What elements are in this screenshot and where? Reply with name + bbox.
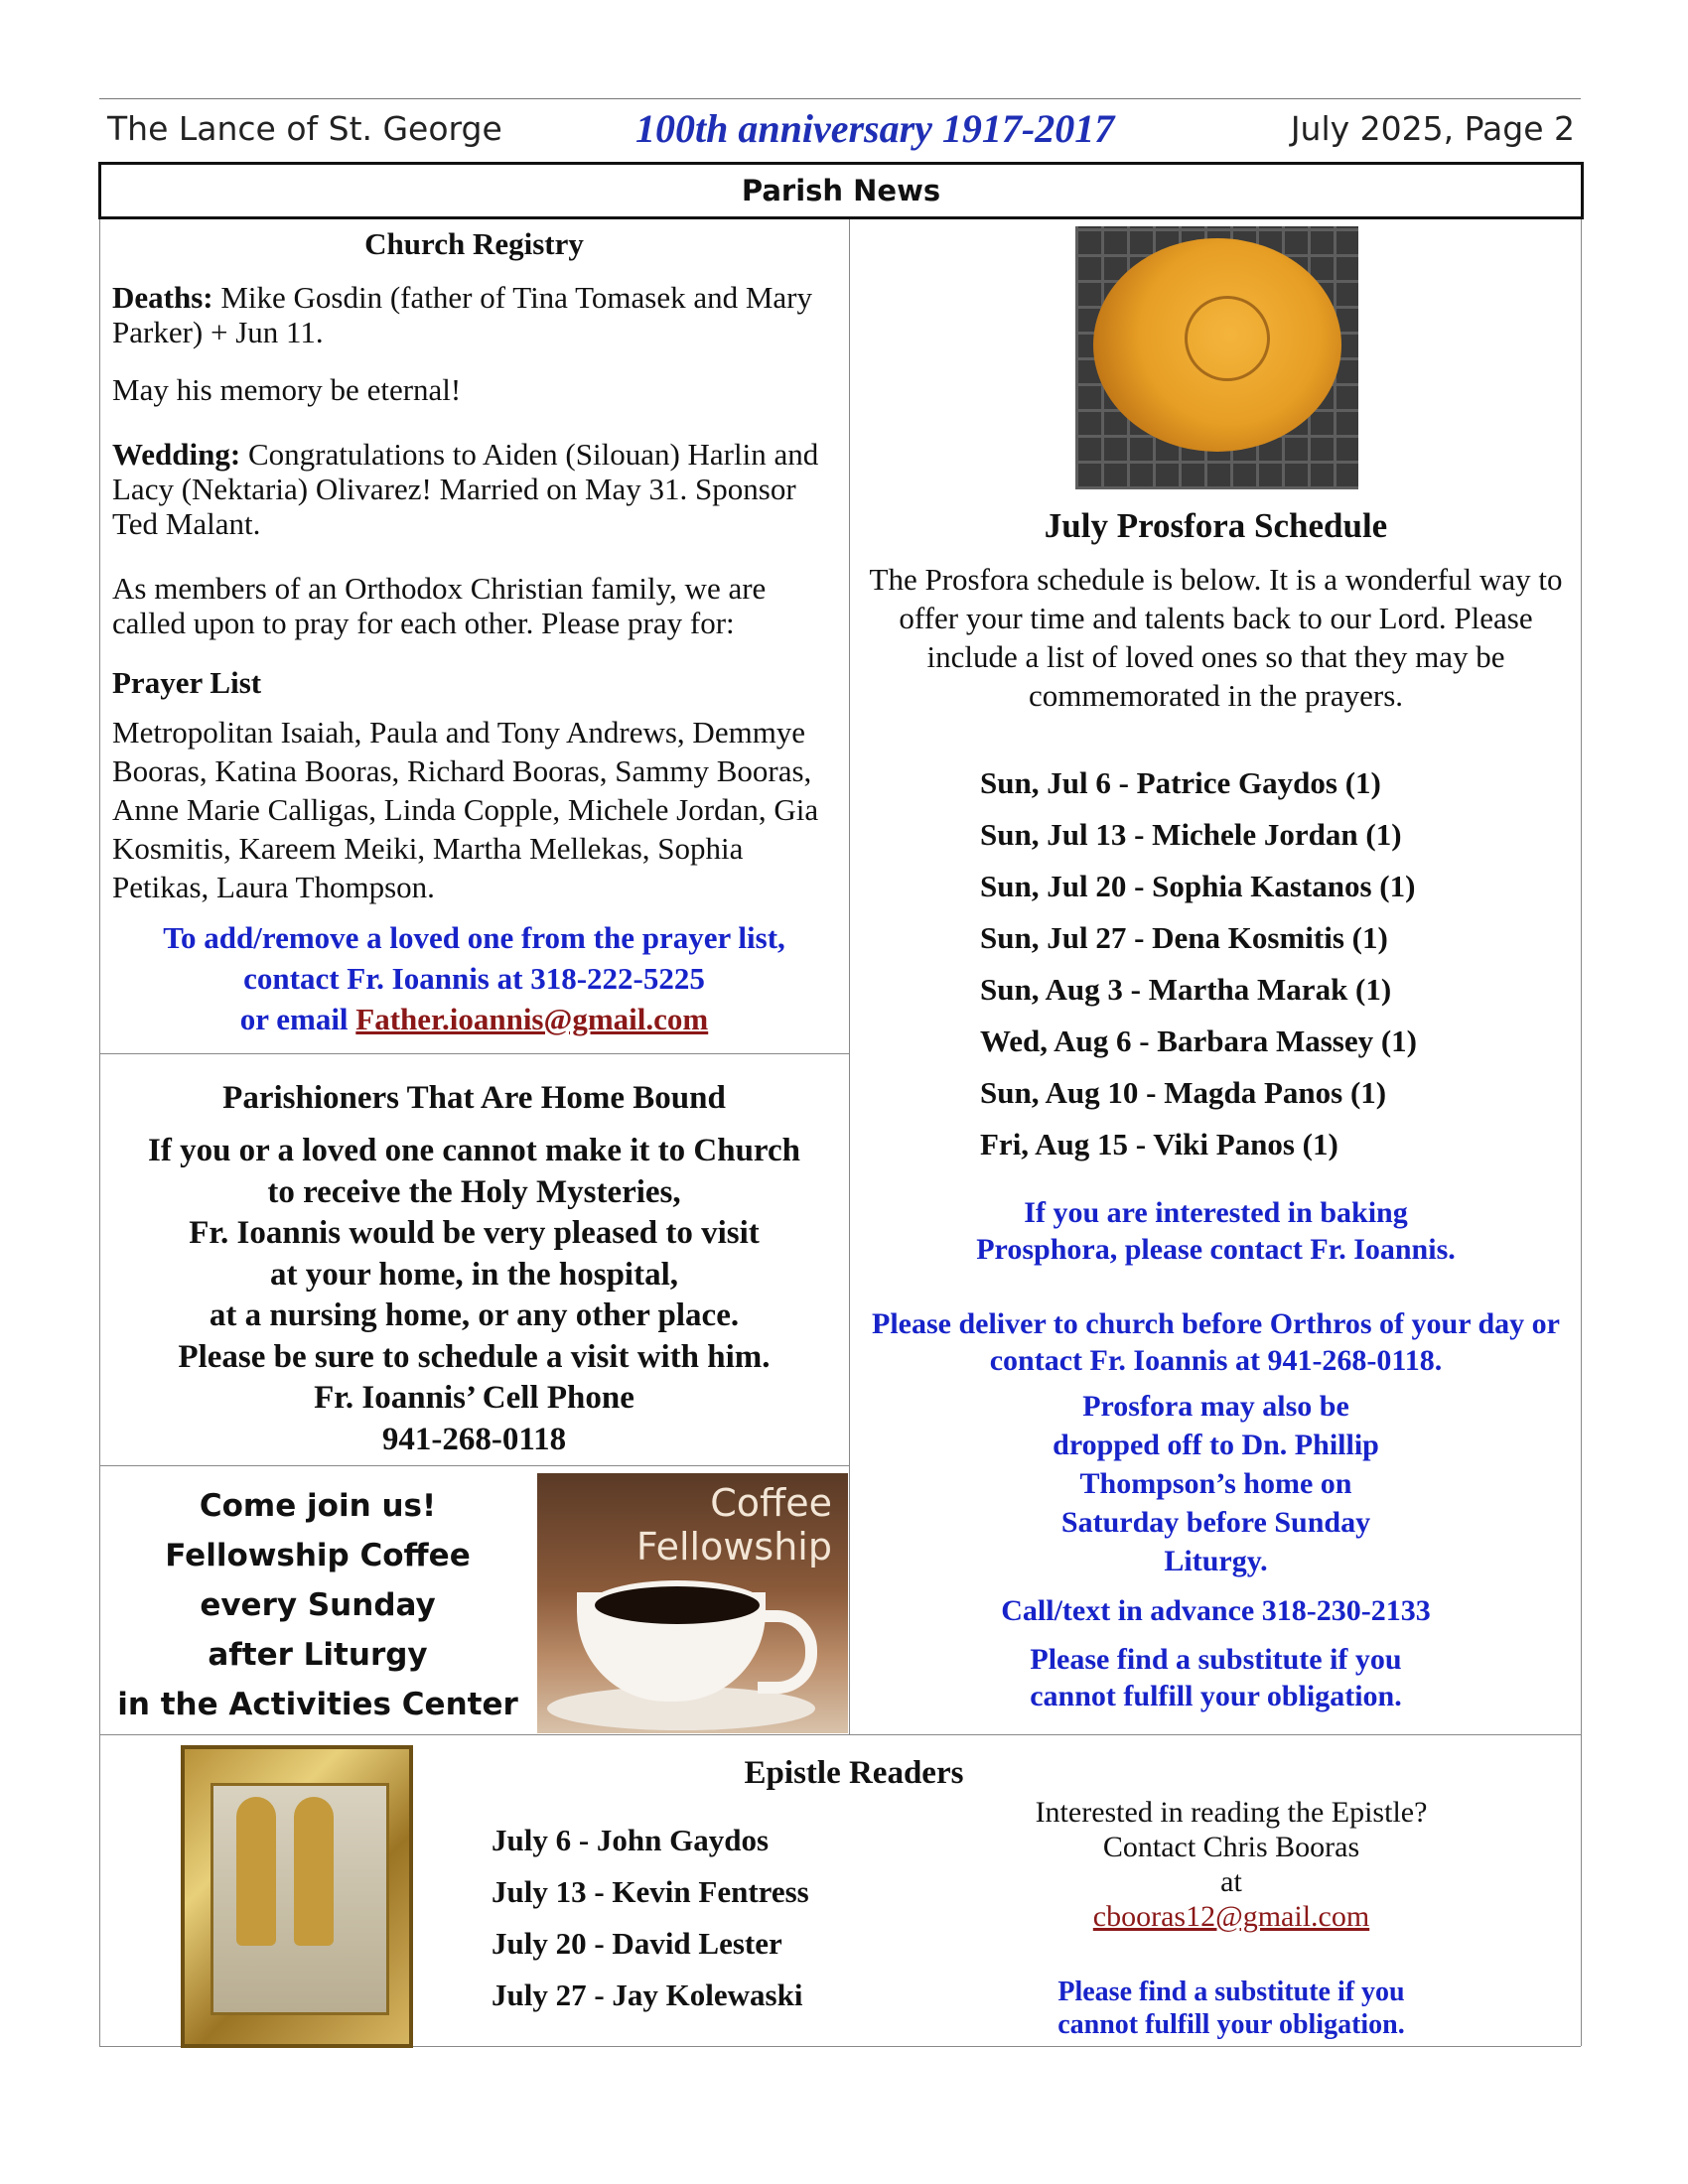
delivery-note: Please deliver to church before Orthros of your day or contact Fr. Ioannis at 941-268-0118. xyxy=(872,1307,1560,1377)
saint-figure-shape xyxy=(236,1797,276,1946)
contact-email-prefix: or email xyxy=(239,1002,356,1036)
epistle-at: at xyxy=(1220,1865,1242,1898)
gospel-book-icon xyxy=(181,1745,413,2048)
reader-item: July 27 - Jay Kolewaski xyxy=(492,1978,803,2012)
reader-item: July 6 - John Gaydos xyxy=(492,1823,770,1857)
publication-title: The Lance of St. George xyxy=(107,109,502,148)
divider-bottom xyxy=(99,1734,1581,1735)
contact-line-3 xyxy=(99,999,849,1039)
coffee-line: Fellowship Coffee xyxy=(165,1538,471,1573)
memory-text: May his memory be eternal! xyxy=(112,372,462,407)
coffee-invite xyxy=(99,1481,536,1729)
homebound-title: Parishioners That Are Home Bound xyxy=(222,1080,726,1116)
coffee-line: every Sunday xyxy=(200,1587,436,1623)
anniversary-banner: 100th anniversary 1917-2017 xyxy=(635,106,1115,151)
coffee-line: after Liturgy xyxy=(208,1637,428,1673)
prosfora-intro: The Prosfora schedule is below. It is a wonderful way to offer your time and talents back to our Lord. Please include a list of loved ones so that they may be commemorated in the prayers. xyxy=(869,562,1563,713)
column-divider xyxy=(849,219,850,1734)
homebound-line: Please be sure to schedule a visit with him. xyxy=(178,1338,771,1375)
call-text-note: Call/text in advance 318-230-2133 xyxy=(1001,1594,1431,1627)
epistle-email-link[interactable]: cbooras12@gmail.com xyxy=(1092,1900,1370,1933)
wedding-text: Congratulations to Aiden (Silouan) Harlin and Lacy (Nektaria) Olivarez! Married on May 31. Sponsor Ted Malant. xyxy=(112,437,819,541)
homebound-line: Fr. Ioannis would be very pleased to visit xyxy=(189,1215,760,1251)
homebound-line: at your home, in the hospital, xyxy=(269,1256,679,1293)
schedule-item: Sun, Aug 3 - Martha Marak (1) xyxy=(980,972,1392,1007)
substitute-note: Please find a substitute if you cannot fulfill your obligation. xyxy=(1030,1643,1402,1712)
cell-phone-number: 941-268-0118 xyxy=(381,1421,567,1457)
schedule-item: Sun, Aug 10 - Magda Panos (1) xyxy=(980,1075,1387,1110)
epistle-title: Epistle Readers xyxy=(744,1755,964,1791)
prayer-list-title: Prayer List xyxy=(112,665,262,700)
registry-title: Church Registry xyxy=(364,226,584,261)
coffee-line: in the Activities Center xyxy=(117,1687,518,1722)
wedding-paragraph xyxy=(112,437,847,541)
father-email-link[interactable]: Father.ioannis@gmail.com xyxy=(355,1002,709,1036)
homebound-line: to receive the Holy Mysteries, xyxy=(267,1173,681,1210)
header-rule xyxy=(99,98,1581,99)
saint-figure-shape xyxy=(294,1797,334,1946)
schedule-item: Wed, Aug 6 - Barbara Massey (1) xyxy=(980,1024,1418,1058)
schedule-item: Sun, Jul 20 - Sophia Kastanos (1) xyxy=(980,869,1416,903)
deaths-text: Mike Gosdin (father of Tina Tomasek and Mary Parker) + Jun 11. xyxy=(112,280,813,349)
contact-line-1: To add/remove a loved one from the prayer list, xyxy=(163,920,785,955)
fellowship-image-caption: Fellowship xyxy=(635,1525,832,1569)
epistle-contact xyxy=(973,1795,1489,1934)
deaths-paragraph xyxy=(112,280,847,349)
schedule-item: Sun, Jul 27 - Dena Kosmitis (1) xyxy=(980,920,1388,955)
wedding-label: Wedding: xyxy=(112,437,241,472)
prosfora-notes xyxy=(851,1194,1581,1714)
baking-interest-note: If you are interested in baking Prosphora, please contact Fr. Ioannis. xyxy=(976,1196,1456,1266)
prosfora-schedule xyxy=(980,757,1536,1170)
section-banner: Parish News xyxy=(98,162,1584,219)
prayer-list: Metropolitan Isaiah, Paula and Tony Andrews, Demmye Booras, Katina Booras, Richard Booras, Sammy Booras, Anne Marie Calligas, Linda Copple, Michele Jordan, Gia Kosmitis, Kareem Meiki, Martha Mellekas, Sophia Petikas, Laura Thompson. xyxy=(112,715,819,904)
reader-item: July 13 - Kevin Fentress xyxy=(492,1874,809,1909)
cup-handle-shape xyxy=(758,1610,817,1694)
dropoff-note: Prosfora may also be dropped off to Dn. Phillip Thompson’s home on Saturday before Sunday Liturgy. xyxy=(1053,1390,1379,1577)
coffee-line: Come join us! xyxy=(199,1488,437,1524)
schedule-item: Sun, Jul 6 - Patrice Gaydos (1) xyxy=(980,765,1381,800)
coffee-cup-image xyxy=(537,1473,848,1733)
right-border xyxy=(1581,219,1582,2046)
homebound-line: Fr. Ioannis’ Cell Phone xyxy=(314,1380,634,1416)
prosfora-bread-image xyxy=(1075,226,1358,489)
prosfora-title: July Prosfora Schedule xyxy=(1044,506,1388,545)
reader-item: July 20 - David Lester xyxy=(492,1926,782,1961)
divider-registry xyxy=(99,1053,849,1054)
homebound-line: If you or a loved one cannot make it to Church xyxy=(148,1133,800,1168)
family-text: As members of an Orthodox Christian family, we are called upon to pray for each other. Please pray for: xyxy=(112,571,767,640)
prayer-contact xyxy=(99,917,849,1039)
divider-homebound xyxy=(99,1465,849,1466)
epistle-contact-name: Contact Chris Booras xyxy=(1102,1831,1360,1863)
epistle-interest: Interested in reading the Epistle? xyxy=(1035,1796,1428,1829)
homebound-body xyxy=(99,1131,849,1460)
issue-info: July 2025, Page 2 xyxy=(1290,109,1575,148)
deaths-label: Deaths: xyxy=(112,280,213,315)
epistle-substitute-note: Please find a substitute if you cannot fulfill your obligation. xyxy=(1057,1977,1405,2040)
coffee-liquid-shape xyxy=(589,1580,766,1630)
homebound-line: at a nursing home, or any other place. xyxy=(209,1297,740,1333)
schedule-item: Sun, Jul 13 - Michele Jordan (1) xyxy=(980,817,1402,852)
contact-line-2: contact Fr. Ioannis at 318-222-5225 xyxy=(243,961,705,996)
bread-seal-shape xyxy=(1185,296,1270,381)
epistle-readers-list xyxy=(492,1815,909,2021)
coffee-image-caption: Coffee xyxy=(710,1481,832,1525)
schedule-item: Fri, Aug 15 - Viki Panos (1) xyxy=(980,1127,1338,1161)
